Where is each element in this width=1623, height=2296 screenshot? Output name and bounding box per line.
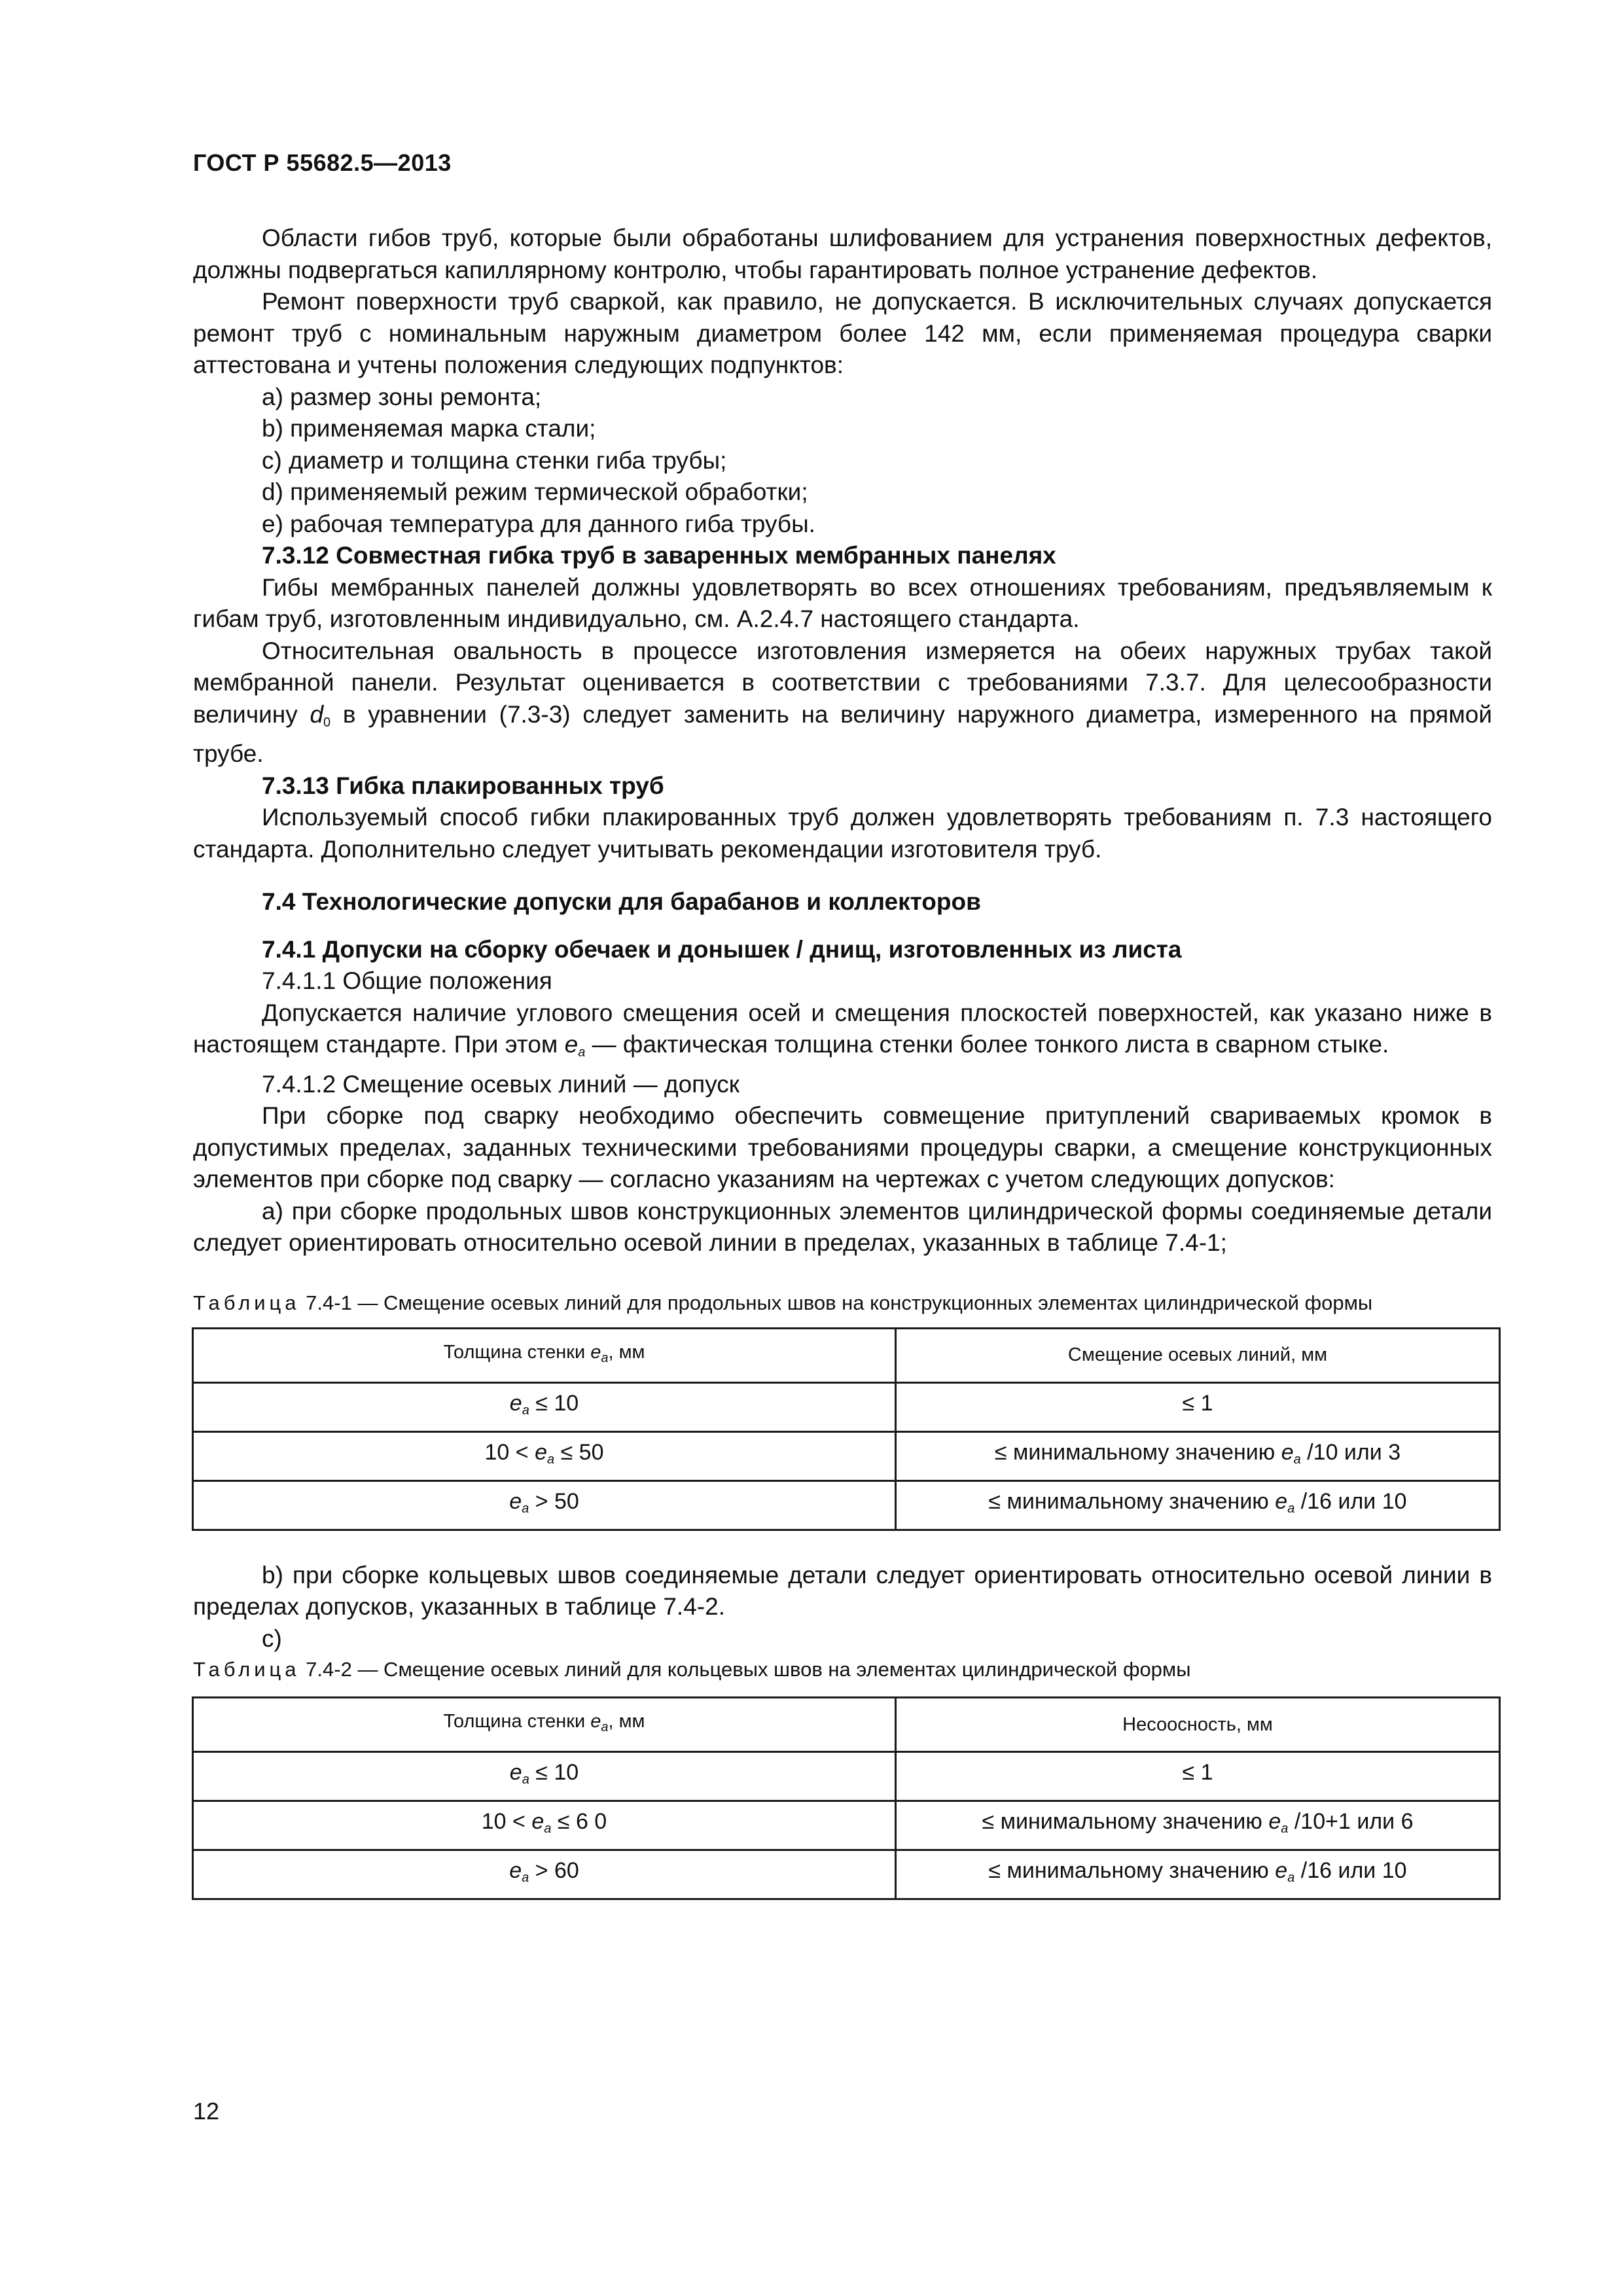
section-heading: 7.4.1 Допуски на сборку обечаек и донышек / днищ, изготовленных из листа	[262, 935, 1182, 963]
section-heading: 7.3.12 Совместная гибка труб в заваренных мембранных панелях	[262, 542, 1056, 569]
paragraph	[193, 997, 1492, 1069]
table-header-row	[193, 1698, 1500, 1752]
list-item: e) рабочая температура для данного гиба трубы.	[262, 510, 815, 537]
paragraph	[193, 636, 1492, 770]
list-item: a) при сборке продольных швов конструкционных элементов цилиндрической формы соединяемые детали следует ориентировать относительно осевой линии в пределах, указанных в таблице 7.4-1;	[193, 1197, 1492, 1256]
paragraph: При сборке под сварку необходимо обеспечить совмещение притуплений свариваемых кромок в допустимых пределах, заданных техническими требованиями процедуры сварки, а смещение конструкционных элементов при сборке под сварку — согласно указаниям на чертежах с учетом следующих допусков:	[193, 1102, 1492, 1193]
table-caption	[193, 1289, 1492, 1317]
table-cell: $10 < e_a \le 6$ 0	[193, 1801, 896, 1850]
section-heading: 7.4 Технологические допуски для барабанов и коллекторов	[262, 888, 981, 915]
list-item: b) при сборке кольцевых швов соединяемые детали следует ориентировать относительно осевой линии в пределах допусков, указанных в таблице 7.4-2.	[193, 1561, 1492, 1620]
math-variable: e	[564, 1031, 579, 1058]
table-row	[193, 1801, 1500, 1850]
table-row	[193, 1752, 1500, 1801]
table-cell: ≤ минимальному значению $e_a$ /10 или 3	[896, 1431, 1500, 1480]
table-cell: ≤ минимальному значению $e_a$ /16 или 10	[896, 1850, 1500, 1899]
text-run: в уравнении (7.3-3) следует заменить на величину наружного диаметра, измеренного на прямой трубе.	[193, 700, 1493, 767]
section-heading: 7.3.13 Гибка плакированных труб	[262, 772, 664, 799]
caption-text: 7.4-2 — Смещение осевых линий для кольцевых швов на элементах цилиндрической формы	[300, 1658, 1191, 1681]
page-number: 12	[193, 2098, 220, 2125]
table-row	[193, 1480, 1500, 1530]
offset-table-longitudinal	[192, 1327, 1501, 1531]
subsection-heading: 7.4.1.2 Смещение осевых линий — допуск	[262, 1070, 740, 1098]
column-header: Несоосность, мм	[896, 1698, 1500, 1752]
math-subscript: 0	[323, 715, 331, 730]
table-cell: ≤ минимальному значению $e_a$ /16 или 10	[896, 1480, 1500, 1530]
text-run: Относительная овальность в процессе изготовления измеряется на обеих наружных трубах такой мембранной панели. Результат оценивается в соответствии с требованиями 7.3.7. Для целесообразности величину	[193, 637, 1492, 728]
table-header-row	[193, 1328, 1500, 1382]
table-cell: ≤ 1	[896, 1382, 1500, 1431]
subsection-heading: 7.4.1.1 Общие положения	[262, 967, 552, 994]
paragraph: Гибы мембранных панелей должны удовлетворять во всех отношениях требованиям, предъявляемым к гибам труб, изготовленным индивидуально, см. А.2.4.7 настоящего стандарта.	[193, 573, 1492, 632]
math-variable: d	[310, 700, 324, 728]
paragraph: Области гибов труб, которые были обработаны шлифованием для устранения поверхностных дефектов, должны подвергаться капиллярному контролю, чтобы гарантировать полное устранение дефектов.	[193, 224, 1492, 283]
list-item: d) применяемый режим термической обработки;	[262, 478, 808, 505]
paragraph: Ремонт поверхности труб сваркой, как правило, не допускается. В исключительных случаях допускается ремонт труб с номинальным наружным диаметром более 142 мм, если применяемая процедура сварки аттестована и учтены положения следующих подпунктов:	[193, 288, 1492, 378]
document-header: ГОСТ Р 55682.5—2013	[193, 149, 452, 176]
table-row	[193, 1382, 1500, 1431]
caption-label: Таблица	[193, 1658, 300, 1681]
document-body	[193, 223, 1492, 1900]
table-cell: $10 < e_a \le 50$	[193, 1431, 896, 1480]
math-subscript: a	[578, 1045, 586, 1060]
caption-label: Таблица	[193, 1291, 300, 1314]
table-cell: $e_a \le 10$	[193, 1752, 896, 1801]
table-caption	[193, 1656, 1492, 1683]
text-run: Допускается наличие углового смещения осей и смещения плоскостей поверхностей, как указано ниже в настоящем стандарте. При этом	[193, 999, 1492, 1058]
table-cell: ≤ 1	[896, 1752, 1500, 1801]
list-item: a) размер зоны ремонта;	[262, 383, 542, 410]
text-run: — фактическая толщина стенки более тонкого листа в сварном стыке.	[585, 1031, 1389, 1058]
caption-text: 7.4-1 — Смещение осевых линий для продольных швов на конструкционных элементах цилиндрической формы	[300, 1291, 1373, 1314]
column-header: Толщина стенки $e_a$, мм	[193, 1328, 896, 1382]
list-item: b) применяемая марка стали;	[262, 415, 596, 442]
column-header: Толщина стенки $e_a$, мм	[193, 1698, 896, 1752]
table-row	[193, 1850, 1500, 1899]
table-row	[193, 1431, 1500, 1480]
list-item: c) диаметр и толщина стенки гиба трубы;	[262, 446, 727, 474]
table-cell: $e_a > 60$	[193, 1850, 896, 1899]
table-cell: ≤ минимальному значению $e_a$ /10+1 или 6	[896, 1801, 1500, 1850]
offset-table-circumferential	[192, 1696, 1501, 1900]
paragraph: Используемый способ гибки плакированных труб должен удовлетворять требованиям п. 7.3 настоящего стандарта. Дополнительно следует учитывать рекомендации изготовителя труб.	[193, 804, 1492, 863]
list-item: c)	[262, 1624, 282, 1652]
table-cell: $e_a > 50$	[193, 1480, 896, 1530]
column-header: Смещение осевых линий, мм	[896, 1328, 1500, 1382]
table-cell: $e_a \le 10$	[193, 1382, 896, 1431]
